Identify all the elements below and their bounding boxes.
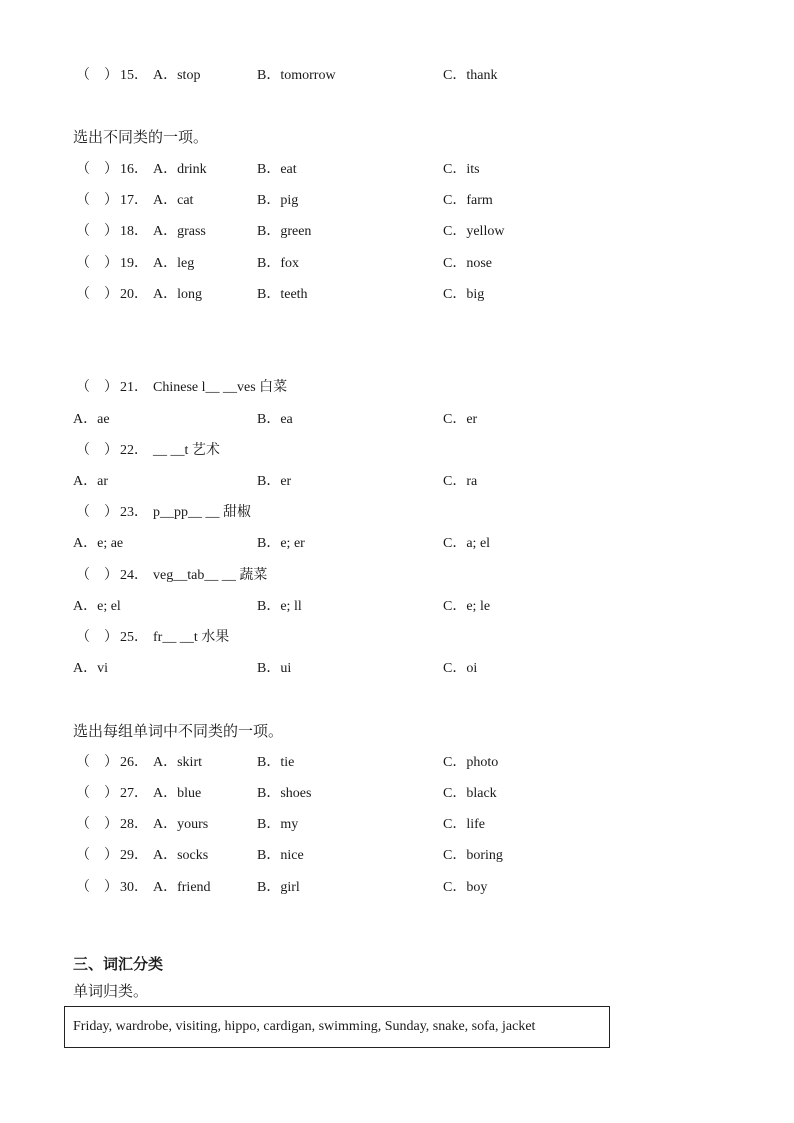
answer-paren[interactable]: （ ） xyxy=(76,68,118,83)
question-19 xyxy=(0,254,794,274)
option-b: B．my xyxy=(257,817,299,832)
option-a: A．ar xyxy=(73,474,108,489)
option-c: C．its xyxy=(443,162,480,177)
question-23 xyxy=(0,503,794,523)
word-bank-box: Friday, wardrobe, visiting, hippo, cardigan, swimming, Sunday, snake, sofa, jacket xyxy=(64,1006,610,1048)
answer-paren[interactable]: （ ） xyxy=(76,505,118,520)
question-25 xyxy=(0,628,794,648)
options-24 xyxy=(0,597,794,617)
question-number: 30． xyxy=(120,880,148,895)
section-heading-classification: 三、词汇分类 xyxy=(73,957,164,973)
option-b: B．girl xyxy=(257,880,300,895)
option-c: C．life xyxy=(443,817,485,832)
question-stem: p__pp__ __ 甜椒 xyxy=(153,505,251,520)
question-16 xyxy=(0,160,794,180)
question-number: 19． xyxy=(120,256,148,271)
question-24 xyxy=(0,566,794,586)
answer-paren[interactable]: （ ） xyxy=(76,848,118,863)
option-c: C．boring xyxy=(443,848,503,863)
option-c: C．photo xyxy=(443,755,499,770)
option-b: B．eat xyxy=(257,162,297,177)
option-b: B．shoes xyxy=(257,786,312,801)
option-c: C．ra xyxy=(443,474,478,489)
question-number: 18． xyxy=(120,224,148,239)
option-c: C．er xyxy=(443,412,478,427)
question-number: 24． xyxy=(120,568,148,583)
option-b: B．pig xyxy=(257,193,299,208)
option-b: B．teeth xyxy=(257,287,308,302)
answer-paren[interactable]: （ ） xyxy=(76,786,118,801)
option-b: B．green xyxy=(257,224,312,239)
question-26 xyxy=(0,753,794,773)
question-number: 29． xyxy=(120,848,148,863)
answer-paren[interactable]: （ ） xyxy=(76,193,118,208)
option-b: B．ui xyxy=(257,661,292,676)
question-number: 16． xyxy=(120,162,148,177)
answer-paren[interactable]: （ ） xyxy=(76,162,118,177)
option-a: A．vi xyxy=(73,661,108,676)
answer-paren[interactable]: （ ） xyxy=(76,630,118,645)
question-stem: Chinese l__ __ves 白菜 xyxy=(153,380,288,395)
option-a: A．friend xyxy=(153,880,211,895)
option-c: C．black xyxy=(443,786,497,801)
option-a: A．ae xyxy=(73,412,110,427)
option-c: C．thank xyxy=(443,68,498,83)
answer-paren[interactable]: （ ） xyxy=(76,224,118,239)
option-b: B．e; er xyxy=(257,536,305,551)
question-number: 26． xyxy=(120,755,148,770)
question-15 xyxy=(0,66,794,86)
question-number: 25． xyxy=(120,630,148,645)
option-c: C．farm xyxy=(443,193,493,208)
option-a: A．grass xyxy=(153,224,206,239)
option-a: A．leg xyxy=(153,256,195,271)
answer-paren[interactable]: （ ） xyxy=(76,443,118,458)
question-17 xyxy=(0,191,794,211)
answer-paren[interactable]: （ ） xyxy=(76,817,118,832)
option-c: C．a; el xyxy=(443,536,491,551)
answer-paren[interactable]: （ ） xyxy=(76,380,118,395)
question-number: 28． xyxy=(120,817,148,832)
answer-paren[interactable]: （ ） xyxy=(76,755,118,770)
options-23 xyxy=(0,534,794,554)
option-b: B．ea xyxy=(257,412,293,427)
question-number: 20． xyxy=(120,287,148,302)
classification-instruction: 单词归类。 xyxy=(73,984,149,1000)
question-30 xyxy=(0,878,794,898)
option-b: B．tomorrow xyxy=(257,68,336,83)
question-stem: veg__tab__ __ 蔬菜 xyxy=(153,568,268,583)
question-number: 22． xyxy=(120,443,148,458)
question-28 xyxy=(0,815,794,835)
section-title-odd-one-out-groups: 选出每组单词中不同类的一项。 xyxy=(73,724,284,740)
options-22 xyxy=(0,472,794,492)
option-b: B．e; ll xyxy=(257,599,302,614)
answer-paren[interactable]: （ ） xyxy=(76,256,118,271)
option-a: A．stop xyxy=(153,68,201,83)
question-number: 27． xyxy=(120,786,148,801)
option-c: C．yellow xyxy=(443,224,505,239)
options-21 xyxy=(0,410,794,430)
answer-paren[interactable]: （ ） xyxy=(76,880,118,895)
option-a: A．blue xyxy=(153,786,202,801)
question-20 xyxy=(0,285,794,305)
question-27 xyxy=(0,784,794,804)
option-a: A．drink xyxy=(153,162,207,177)
option-a: A．socks xyxy=(153,848,209,863)
option-c: C．e; le xyxy=(443,599,491,614)
option-c: C．big xyxy=(443,287,485,302)
question-number: 17． xyxy=(120,193,148,208)
option-b: B．fox xyxy=(257,256,299,271)
option-a: A．long xyxy=(153,287,202,302)
option-b: B．tie xyxy=(257,755,295,770)
option-b: B．er xyxy=(257,474,292,489)
question-22 xyxy=(0,441,794,461)
question-number: 23． xyxy=(120,505,148,520)
question-stem: __ __t 艺术 xyxy=(153,443,220,458)
question-29 xyxy=(0,846,794,866)
option-b: B．nice xyxy=(257,848,304,863)
option-c: C．oi xyxy=(443,661,478,676)
section-title-odd-one-out: 选出不同类的一项。 xyxy=(73,130,209,146)
question-number: 15． xyxy=(120,68,148,83)
question-stem: fr__ __t 水果 xyxy=(153,630,230,645)
question-number: 21． xyxy=(120,380,148,395)
option-c: C．nose xyxy=(443,256,492,271)
question-21 xyxy=(0,378,794,398)
option-a: A．e; el xyxy=(73,599,121,614)
options-25 xyxy=(0,659,794,679)
option-a: A．e; ae xyxy=(73,536,124,551)
option-a: A．cat xyxy=(153,193,194,208)
question-18 xyxy=(0,222,794,242)
option-c: C．boy xyxy=(443,880,488,895)
option-a: A．skirt xyxy=(153,755,202,770)
option-a: A．yours xyxy=(153,817,209,832)
answer-paren[interactable]: （ ） xyxy=(76,568,118,583)
answer-paren[interactable]: （ ） xyxy=(76,287,118,302)
